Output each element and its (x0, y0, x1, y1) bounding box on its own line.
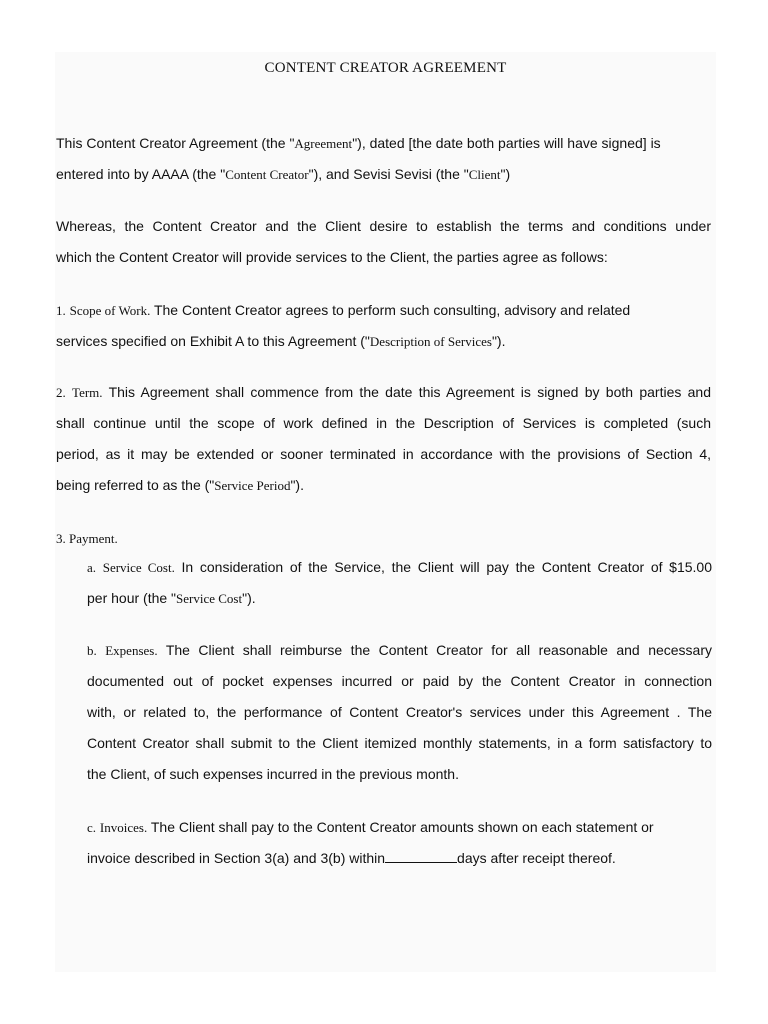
subsection-3c-line-1 (87, 812, 712, 843)
section-1-scope (56, 295, 711, 357)
text: This Content Creator Agreement (the " (56, 135, 295, 151)
section-2-line-2: shall continue until the scope of work defined in the Description of Services is completed (such (56, 415, 711, 431)
subsection-3b-line-2: documented out of pocket expenses incurred or paid by the Content Creator in connection (87, 673, 712, 689)
intro-paragraph (56, 128, 711, 190)
text: days after receipt thereof. (457, 850, 616, 866)
intro-line-2 (56, 159, 711, 190)
document-title: CONTENT CREATOR AGREEMENT (264, 60, 507, 76)
defined-term-service-cost: Service Cost (176, 591, 243, 606)
section-1-line-1 (56, 295, 711, 326)
subsection-3a-line-1 (87, 552, 712, 583)
text: being referred to as the (" (56, 477, 215, 493)
text: per hour (the " (87, 590, 177, 606)
subsection-label: a. (87, 560, 97, 575)
section-2-term (56, 377, 711, 501)
text: ") (500, 166, 511, 182)
whereas-paragraph (56, 211, 711, 273)
text: "), and Sevisi Sevisi (the " (308, 166, 469, 182)
text: "), dated [the date both parties will have signed] is (352, 135, 661, 151)
defined-term-client: Client (468, 167, 501, 182)
subsection-3c-line-2 (87, 843, 712, 874)
subsection-3b-line-3: with, or related to, the performance of Content Creator's services under this Agreement . The (87, 704, 712, 720)
whereas-line-2: which the Content Creator will provide services to the Client, the parties agree as follows: (56, 249, 608, 265)
subsection-3b-line-1 (87, 635, 712, 666)
defined-term-service-period: Service Period (214, 478, 291, 493)
whereas-line-1: Whereas, the Content Creator and the Client desire to establish the terms and conditions under (56, 218, 711, 234)
subsection-3a-service-cost (87, 552, 712, 614)
section-heading: Term. (72, 385, 103, 400)
section-number: 3. (56, 531, 66, 546)
document-page (55, 52, 716, 972)
subsection-3b-line-5: the Client, of such expenses incurred in the previous month. (87, 766, 459, 782)
defined-term-description-of-services: Description of Services (369, 334, 492, 349)
subsection-label: c. (87, 820, 97, 835)
section-heading: Scope of Work. (69, 303, 151, 318)
subsection-3b-line-4: Content Creator shall submit to the Client itemized monthly statements, in a form satisfactory to (87, 735, 712, 751)
section-2-line-1 (56, 377, 711, 408)
days-blank-line (385, 851, 457, 863)
text: "). (242, 590, 256, 606)
text: In consideration of the Service, the Client will pay the Content Creator of $15.00 (174, 559, 713, 575)
subsection-heading: Invoices. (99, 820, 148, 835)
section-number: 2. (56, 385, 66, 400)
section-2-line-4 (56, 470, 711, 501)
section-3-heading-line (56, 523, 711, 554)
subsection-3c-invoices (87, 812, 712, 874)
text: invoice described in Section 3(a) and 3(b) within (87, 850, 386, 866)
defined-term-agreement: Agreement (294, 136, 353, 151)
subsection-heading: Service Cost. (102, 560, 175, 575)
text: The Content Creator agrees to perform such consulting, advisory and related (150, 302, 631, 318)
text: entered into by AAAA (the " (56, 166, 226, 182)
intro-line-1 (56, 128, 711, 159)
subsection-3b-expenses (87, 635, 712, 790)
subsection-label: b. (87, 643, 97, 658)
subsection-3a-line-2 (87, 583, 712, 614)
section-number: 1. (56, 303, 66, 318)
text: "). (290, 477, 304, 493)
section-heading: Payment. (69, 531, 118, 546)
text: "). (491, 333, 506, 349)
defined-term-content-creator: Content Creator (225, 167, 309, 182)
section-3-payment (56, 523, 711, 554)
section-1-line-2 (56, 326, 711, 357)
text: The Client shall pay to the Content Creator amounts shown on each statement or (147, 819, 654, 835)
section-2-line-3: period, as it may be extended or sooner terminated in accordance with the provisions of Section 4, (56, 446, 711, 462)
subsection-heading: Expenses. (105, 643, 158, 658)
text: The Client shall reimburse the Content Creator for all reasonable and necessary (157, 642, 712, 658)
text: services specified on Exhibit A to this Agreement (" (56, 333, 370, 349)
text: This Agreement shall commence from the date this Agreement is signed by both parties and (102, 384, 712, 400)
